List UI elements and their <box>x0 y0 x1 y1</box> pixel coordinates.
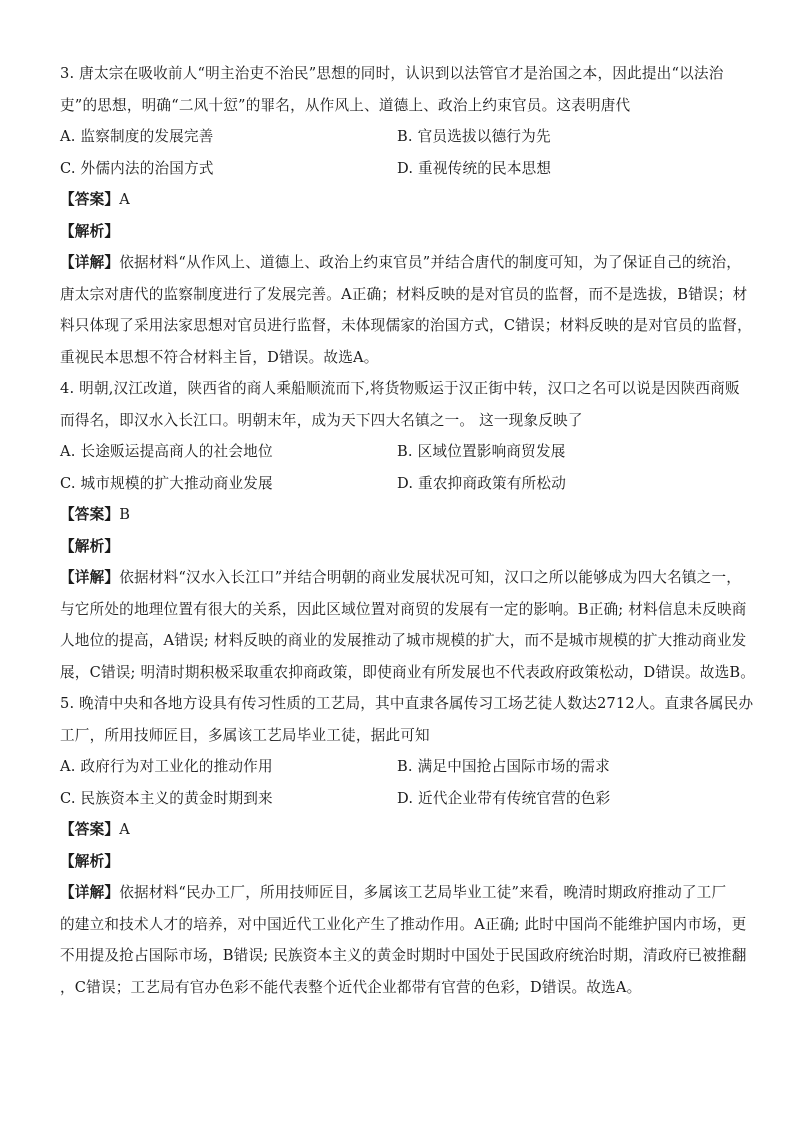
question-3 <box>60 58 752 373</box>
analysis-line <box>60 531 736 563</box>
option-a: A. 监察制度的发展完善 <box>60 128 214 145</box>
detail-tag: 【详解】 <box>60 884 120 901</box>
options-row <box>60 436 736 468</box>
analysis-tag: 【解析】 <box>60 537 120 555</box>
detail-tag: 【详解】 <box>60 254 120 271</box>
answer-line <box>60 814 736 846</box>
detail-text: 依据材料“汉水入长江口”并结合明朝的商业发展状况可知，汉口之所以能够成为四大名镇之一， <box>119 569 742 586</box>
detail-line <box>60 247 742 279</box>
option-d: D. 重视传统的民本思想 <box>397 159 552 177</box>
detail-text: 依据材料“从作风上、道德上、政治上约束官员”并结合唐代的制度可知，为了保证自己的统治， <box>119 254 742 271</box>
analysis-line <box>60 846 736 878</box>
option-a: A. 政府行为对工业化的推动作用 <box>60 758 273 775</box>
detail-text: 依据材料“民办工厂，所用技师匠目，多属该工艺局毕业工徒”来看，晚清时期政府推动了工厂 <box>119 884 727 901</box>
detail-line: 重视民本思想不符合材料主旨，D错误。故选A。 <box>60 348 379 366</box>
option-b: B. 区域位置影响商贸发展 <box>397 443 566 460</box>
option-c: C. 城市规模的扩大推动商业发展 <box>60 474 273 492</box>
option-c: C. 民族资本主义的黄金时期到来 <box>60 789 273 807</box>
detail-line: 的建立和技术人才的培养，对中国近代工业化产生了推动作用。A正确; 此时中国尚不能维护国内市场，更 <box>60 915 747 933</box>
question-stem-line: 工厂，所用技师匠目，多属该工艺局毕业工徒，据此可知 <box>60 726 430 744</box>
document-page <box>60 58 756 1003</box>
option-d: D. 重农抑商政策有所松动 <box>397 474 566 492</box>
detail-line: ，C错误；工艺局有官办色彩不能代表整个近代企业都带有官营的色彩，D错误。故选A。 <box>60 978 642 996</box>
analysis-tag: 【解析】 <box>60 852 120 870</box>
detail-line: 展，C错误; 明清时期积极采取重农抑商政策，即使商业有所发展也不代表政府政策松动，D错误。故选B。 <box>60 663 756 681</box>
analysis-tag: 【解析】 <box>60 222 120 240</box>
answer-tag: 【答案】 <box>60 821 120 838</box>
option-b: B. 满足中国抢占国际市场的需求 <box>397 758 610 775</box>
question-stem-line: 4. 明朝,汉江改道，陕西省的商人乘船顺流而下,将货物贩运于汉正街中转，汉口之名可以说是因陕西商贩 <box>60 380 740 397</box>
answer-tag: 【答案】 <box>60 506 120 523</box>
question-stem-line: 而得名，即汉水入长江口。明朝末年，成为天下四大名镇之一。 这一现象反映了 <box>60 411 583 429</box>
options-row <box>60 751 736 783</box>
options-row <box>60 783 736 815</box>
detail-line: 唐太宗对唐代的监察制度进行了发展完善。A正确；材料反映的是对官员的监督，而不是选拔，B错误；材 <box>60 285 748 303</box>
options-row <box>60 153 736 185</box>
answer-line <box>60 184 736 216</box>
question-5 <box>60 688 754 1003</box>
question-4 <box>60 373 756 688</box>
detail-line: 人地位的提高，A错误; 材料反映的商业的发展推动了城市规模的扩大，而不是城市规模的扩大推动商业发 <box>60 632 747 649</box>
option-b: B. 官员选拔以德行为先 <box>397 128 551 145</box>
question-stem-line: 吏”的思想，明确“二风十愆”的罪名，从作风上、道德上、政治上约束官员。这表明唐代 <box>60 96 631 114</box>
detail-line: 料只体现了采用法家思想对官员进行监督，未体现儒家的治国方式，C错误；材料反映的是对官员的监督， <box>60 317 752 334</box>
question-stem-line: 3. 唐太宗在吸收前人“明主治吏不治民”思想的同时，认识到以法管官才是治国之本，因此提出“以法治 <box>60 65 724 82</box>
answer-value: A <box>119 191 130 208</box>
option-a: A. 长途贩运提高商人的社会地位 <box>60 443 273 460</box>
detail-tag: 【详解】 <box>60 569 120 586</box>
options-row <box>60 468 736 500</box>
answer-value: B <box>119 506 131 523</box>
analysis-line <box>60 216 736 248</box>
answer-line <box>60 499 736 531</box>
question-stem-line: 5. 晚清中央和各地方设具有传习性质的工艺局，其中直隶各属传习工场艺徒人数达2712人。直隶各属民办 <box>60 695 754 712</box>
options-row <box>60 121 736 153</box>
option-d: D. 近代企业带有传统官营的色彩 <box>397 789 611 807</box>
answer-tag: 【答案】 <box>60 191 120 208</box>
detail-line <box>60 562 742 594</box>
detail-line: 不用提及抢占国际市场，B错误; 民族资本主义的黄金时期时中国处于民国政府统治时期，清政府已被推翻 <box>60 947 747 964</box>
option-c: C. 外儒内法的治国方式 <box>60 159 214 177</box>
detail-line <box>60 877 736 909</box>
answer-value: A <box>119 821 130 838</box>
detail-line: 与它所处的地理位置有很大的关系，因此区域位置对商贸的发展有一定的影响。B正确; 材料信息未反映商 <box>60 600 747 618</box>
